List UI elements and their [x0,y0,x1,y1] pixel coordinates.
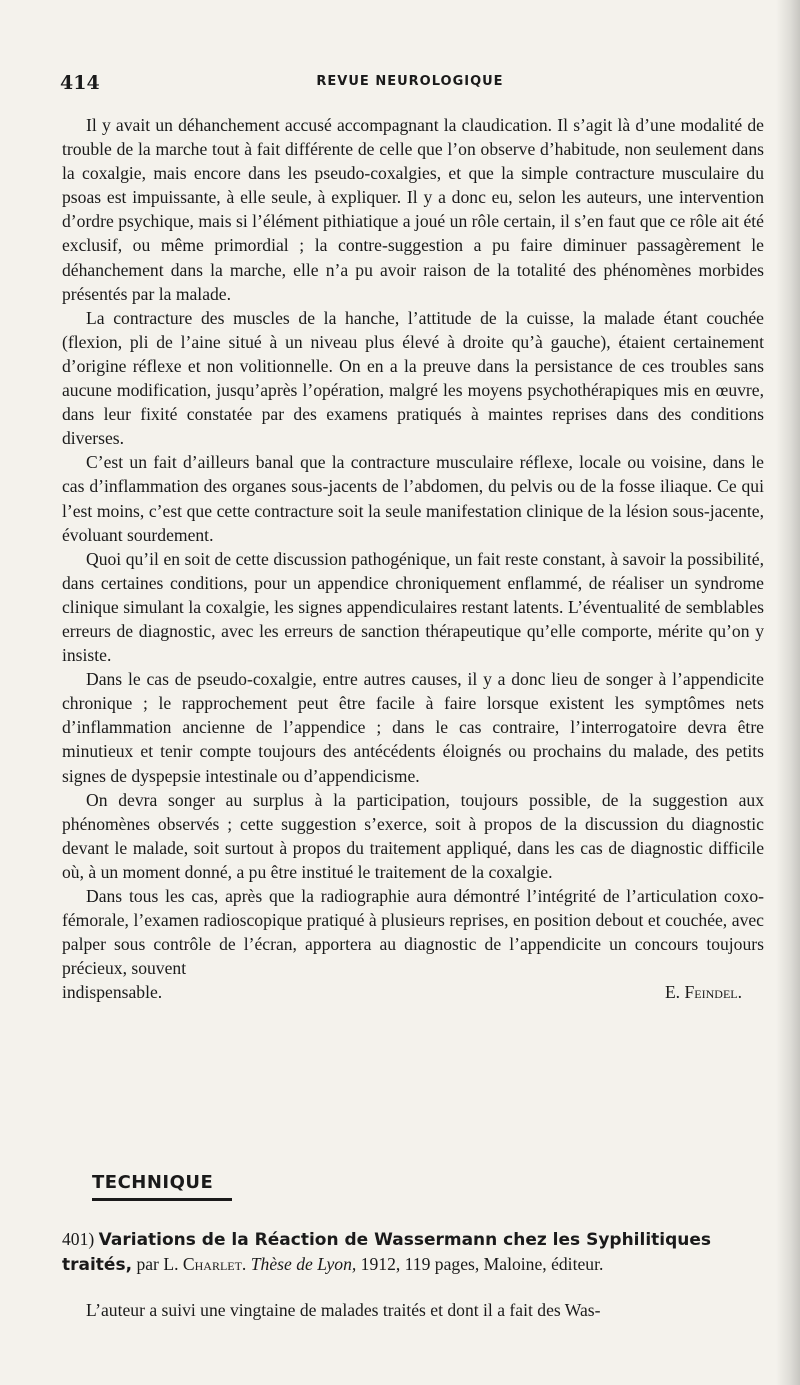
paragraph: On devra songer au surplus à la participation, toujours possible, de la suggestion aux phénomènes observés ; cette suggestion s’exerce, soit à propos de la discussion du diagnostic devant le malade, soit surtout à propos du traitement appliqué, dans les cas de diagnostic difficile où, à un moment donné, a pu être institué le traitement de la coxalgie. [62,789,764,882]
signature-initial: E. F [664,982,695,1003]
entry-author: L. Charlet. [163,1254,247,1274]
section-underline [92,1198,232,1201]
running-title: REVUE NEUROLOGIQUE [316,74,504,89]
entry-number: 401) [62,1229,95,1249]
entry-by: par [136,1254,159,1274]
entry-summary-start: L’auteur a suivi une vingtaine de malades traités et dont il a fait des Was- [86,1300,601,1320]
paragraph: Il y avait un déhanchement accusé accompagnant la claudication. Il s’agit là d’une modalité de trouble de la marche tout à fait différente de celle que l’on observe d’habitude, non seulement dans la coxalgie, mais encore dans les pseudo-coxalgies, et que la simple contracture musculaire du psoas est impuissante, à elle seule, à expliquer. Il y a donc eu, selon les auteurs, une intervention d’ordre psychique, mais si l’élément pithiatique a joué un rôle certain, il s’en faut que ce rôle ait été exclusif, ou même primordial ; la contre-suggestion a pu faire diminuer passagèrement le déhanchement dans la marche, elle n’a pu avoir raison de la totalité des phénomènes morbides présentés par la malade. [62,115,764,304]
closing-word: indispensable. [62,982,163,1003]
paragraph: C’est un fait d’ailleurs banal que la contracture musculaire réflexe, locale ou voisine, dans le cas d’inflammation des organes sous-jacents de l’abdomen, du pelvis ou de la fosse iliaque. Ce qui l’est moins, c’est que cette contracture soit la seule manifestation clinique de la lésion sous-jacente, évoluant sourdement. [62,452,764,545]
bibliographic-entry [62,1227,764,1277]
page-number: 414 [60,72,100,94]
author-signature [665,980,764,1004]
entry-source: Thèse de Lyon, [250,1254,357,1274]
page-header [60,72,760,96]
section-title: TECHNIQUE [92,1172,214,1193]
paragraph: Quoi qu’il en soit de cette discussion pathogénique, un fait reste constant, à savoir la possibilité, dans certaines conditions, pour un appendice chroniquement enflammé, de réaliser un syndrome clinique simulant la coxalgie, les signes appendiculaires restant latents. L’éventualité de semblables erreurs de diagnostic, avec les erreurs de sanction thérapeutique qu’elle comporte, mérite qu’on y insiste. [62,548,764,666]
closing-line [62,980,764,1004]
entry-details: 1912, 119 pages, Maloine, éditeur. [360,1254,604,1274]
signature-name: eindel. [694,982,742,1003]
entry-title: Variations de la Réaction de Wassermann chez les Syphilitiques traités, [62,1230,712,1275]
paragraph: Dans tous les cas, après que la radiographie aura démontré l’intégrité de l’articulation coxo-fémorale, l’examen radioscopique pratiqué à plusieurs reprises, en position debout et couchée, avec palper sous contrôle de l’écran, apportera au diagnostic de l’appendicite un concours toujours précieux, souvent [62,886,764,979]
paragraph: La contracture des muscles de la hanche, l’attitude de la cuisse, la malade étant couchée (flexion, pli de l’aine situé à un niveau plus élevé à droite qu’à gauche), étaient certainement d’origine réflexe et non volitionnelle. On en a la preuve dans la persistance de ces troubles sans aucune modification, jusqu’après l’opération, malgré les moyens psychothérapiques mis en œuvre, dans leur fixité constatée par des examens pratiqués à maintes reprises dans des conditions diverses. [62,307,764,449]
article-body [62,113,764,1004]
paragraph: Dans le cas de pseudo-coxalgie, entre autres causes, il y a donc lieu de songer à l’appendicite chronique ; le rapprochement peut être facile à faire lorsque existent les symptômes nets d’inflammation ancienne de l’appendice ; dans le cas contraire, l’interrogatoire devra être minutieux et tenir compte toujours des antécédents éloignés ou prochains du malade, des petits signes de dyspepsie intestinale ou d’appendicisme. [62,669,764,786]
page-edge-shadow [776,0,800,1385]
